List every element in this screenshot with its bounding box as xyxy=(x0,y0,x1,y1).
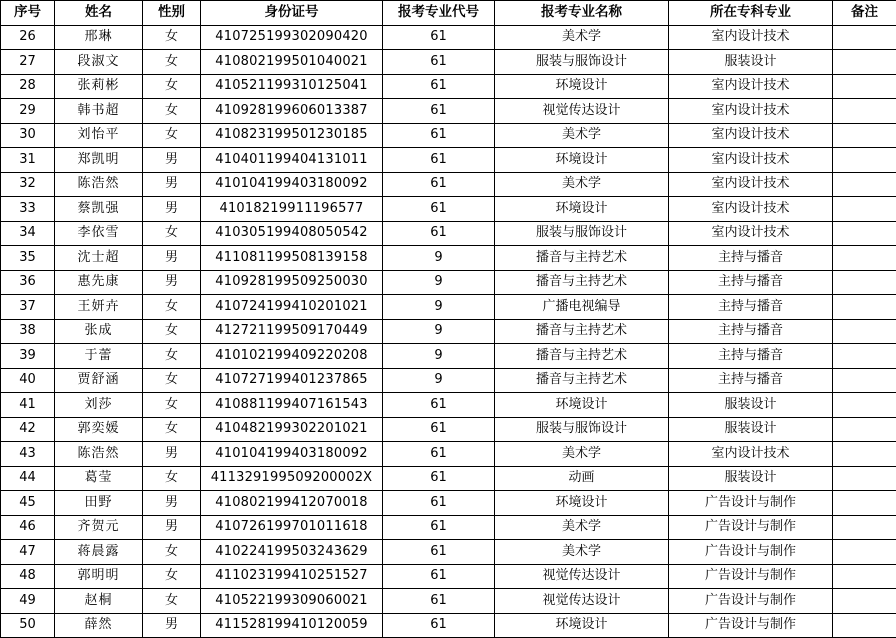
table-row xyxy=(1,148,896,173)
cell-source-major: 室内设计技术 xyxy=(669,148,833,173)
cell-seq: 26 xyxy=(1,25,55,50)
cell-source-major: 主持与播音 xyxy=(669,270,833,295)
cell-note xyxy=(833,270,896,295)
cell-id-number: 410482199302201021 xyxy=(201,417,383,442)
cell-name: 刘莎 xyxy=(55,393,143,418)
cell-source-major: 服装设计 xyxy=(669,466,833,491)
cell-major-code: 61 xyxy=(383,99,495,124)
cell-sex: 女 xyxy=(143,295,201,320)
cell-sex: 男 xyxy=(143,491,201,516)
cell-note xyxy=(833,613,896,638)
cell-seq: 37 xyxy=(1,295,55,320)
cell-sex: 女 xyxy=(143,393,201,418)
cell-note xyxy=(833,123,896,148)
cell-seq: 43 xyxy=(1,442,55,467)
cell-id-number: 411081199508139158 xyxy=(201,246,383,271)
table-header-row xyxy=(1,1,896,26)
cell-name: 蒋晨露 xyxy=(55,540,143,565)
cell-major-code: 61 xyxy=(383,123,495,148)
cell-seq: 28 xyxy=(1,74,55,99)
cell-major-name: 服装与服饰设计 xyxy=(495,221,669,246)
table-row xyxy=(1,466,896,491)
cell-sex: 女 xyxy=(143,319,201,344)
cell-major-name: 视觉传达设计 xyxy=(495,564,669,589)
cell-sex: 女 xyxy=(143,123,201,148)
cell-seq: 29 xyxy=(1,99,55,124)
cell-sex: 女 xyxy=(143,74,201,99)
cell-name: 赵桐 xyxy=(55,589,143,614)
cell-major-code: 61 xyxy=(383,25,495,50)
cell-name: 于蕾 xyxy=(55,344,143,369)
cell-major-name: 环境设计 xyxy=(495,197,669,222)
table-row xyxy=(1,197,896,222)
cell-source-major: 主持与播音 xyxy=(669,246,833,271)
cell-id-number: 410104199403180092 xyxy=(201,442,383,467)
table-row xyxy=(1,319,896,344)
cell-source-major: 室内设计技术 xyxy=(669,221,833,246)
cell-seq: 31 xyxy=(1,148,55,173)
column-header-name: 姓名 xyxy=(55,1,143,26)
cell-sex: 女 xyxy=(143,221,201,246)
cell-seq: 42 xyxy=(1,417,55,442)
cell-seq: 30 xyxy=(1,123,55,148)
cell-major-code: 9 xyxy=(383,270,495,295)
cell-seq: 36 xyxy=(1,270,55,295)
table-row xyxy=(1,442,896,467)
column-header-major-name: 报考专业名称 xyxy=(495,1,669,26)
cell-major-code: 61 xyxy=(383,50,495,75)
cell-source-major: 广告设计与制作 xyxy=(669,589,833,614)
cell-sex: 女 xyxy=(143,25,201,50)
cell-major-code: 61 xyxy=(383,491,495,516)
cell-id-number: 411023199410251527 xyxy=(201,564,383,589)
cell-major-code: 9 xyxy=(383,368,495,393)
cell-source-major: 广告设计与制作 xyxy=(669,564,833,589)
table-body xyxy=(1,25,896,638)
cell-note xyxy=(833,344,896,369)
cell-id-number: 410928199509250030 xyxy=(201,270,383,295)
cell-note xyxy=(833,295,896,320)
cell-source-major: 室内设计技术 xyxy=(669,442,833,467)
cell-note xyxy=(833,197,896,222)
cell-name: 田野 xyxy=(55,491,143,516)
column-header-sex: 性别 xyxy=(143,1,201,26)
cell-major-code: 61 xyxy=(383,197,495,222)
cell-major-name: 美术学 xyxy=(495,25,669,50)
cell-name: 贾舒涵 xyxy=(55,368,143,393)
cell-major-name: 美术学 xyxy=(495,515,669,540)
cell-seq: 34 xyxy=(1,221,55,246)
table-row xyxy=(1,417,896,442)
cell-seq: 50 xyxy=(1,613,55,638)
cell-major-name: 视觉传达设计 xyxy=(495,589,669,614)
cell-seq: 41 xyxy=(1,393,55,418)
cell-major-name: 服装与服饰设计 xyxy=(495,417,669,442)
table-row xyxy=(1,540,896,565)
cell-major-code: 61 xyxy=(383,393,495,418)
cell-major-code: 61 xyxy=(383,515,495,540)
cell-seq: 27 xyxy=(1,50,55,75)
cell-seq: 33 xyxy=(1,197,55,222)
cell-source-major: 室内设计技术 xyxy=(669,25,833,50)
cell-name: 郭奕媛 xyxy=(55,417,143,442)
cell-major-name: 服装与服饰设计 xyxy=(495,50,669,75)
cell-major-code: 61 xyxy=(383,148,495,173)
cell-id-number: 410224199503243629 xyxy=(201,540,383,565)
cell-source-major: 室内设计技术 xyxy=(669,172,833,197)
table-row xyxy=(1,368,896,393)
cell-major-name: 美术学 xyxy=(495,442,669,467)
cell-name: 邢琳 xyxy=(55,25,143,50)
cell-name: 陈浩然 xyxy=(55,172,143,197)
cell-id-number: 410724199410201021 xyxy=(201,295,383,320)
cell-name: 葛莹 xyxy=(55,466,143,491)
cell-sex: 女 xyxy=(143,466,201,491)
cell-note xyxy=(833,540,896,565)
cell-id-number: 410928199606013387 xyxy=(201,99,383,124)
cell-name: 陈浩然 xyxy=(55,442,143,467)
table-row xyxy=(1,74,896,99)
cell-note xyxy=(833,564,896,589)
table-row xyxy=(1,270,896,295)
cell-note xyxy=(833,25,896,50)
cell-name: 李依雪 xyxy=(55,221,143,246)
cell-seq: 49 xyxy=(1,589,55,614)
cell-major-code: 61 xyxy=(383,221,495,246)
cell-id-number: 410305199408050542 xyxy=(201,221,383,246)
cell-note xyxy=(833,319,896,344)
cell-seq: 45 xyxy=(1,491,55,516)
cell-note xyxy=(833,246,896,271)
cell-note xyxy=(833,491,896,516)
cell-major-name: 广播电视编导 xyxy=(495,295,669,320)
cell-id-number: 410802199501040021 xyxy=(201,50,383,75)
cell-note xyxy=(833,589,896,614)
cell-source-major: 服装设计 xyxy=(669,50,833,75)
cell-sex: 女 xyxy=(143,50,201,75)
cell-sex: 女 xyxy=(143,417,201,442)
cell-id-number: 411329199509200002X xyxy=(201,466,383,491)
table-row xyxy=(1,589,896,614)
cell-name: 沈士超 xyxy=(55,246,143,271)
cell-note xyxy=(833,466,896,491)
column-header-seq: 序号 xyxy=(1,1,55,26)
cell-note xyxy=(833,74,896,99)
cell-name: 刘怡平 xyxy=(55,123,143,148)
cell-sex: 女 xyxy=(143,368,201,393)
cell-id-number: 410522199309060021 xyxy=(201,589,383,614)
cell-name: 张成 xyxy=(55,319,143,344)
cell-major-name: 美术学 xyxy=(495,123,669,148)
cell-name: 齐贺元 xyxy=(55,515,143,540)
cell-name: 韩书超 xyxy=(55,99,143,124)
cell-source-major: 广告设计与制作 xyxy=(669,491,833,516)
cell-source-major: 室内设计技术 xyxy=(669,74,833,99)
cell-major-name: 环境设计 xyxy=(495,491,669,516)
cell-sex: 男 xyxy=(143,246,201,271)
cell-source-major: 主持与播音 xyxy=(669,295,833,320)
cell-source-major: 广告设计与制作 xyxy=(669,540,833,565)
table-row xyxy=(1,172,896,197)
cell-seq: 47 xyxy=(1,540,55,565)
cell-name: 郭明明 xyxy=(55,564,143,589)
cell-major-code: 61 xyxy=(383,172,495,197)
cell-major-code: 9 xyxy=(383,319,495,344)
cell-major-code: 9 xyxy=(383,295,495,320)
column-header-source-major: 所在专科专业 xyxy=(669,1,833,26)
cell-major-name: 环境设计 xyxy=(495,74,669,99)
cell-major-name: 视觉传达设计 xyxy=(495,99,669,124)
cell-note xyxy=(833,50,896,75)
cell-major-name: 动画 xyxy=(495,466,669,491)
cell-id-number: 41018219911196577 xyxy=(201,197,383,222)
cell-source-major: 主持与播音 xyxy=(669,344,833,369)
cell-seq: 46 xyxy=(1,515,55,540)
cell-note xyxy=(833,221,896,246)
column-header-id-number: 身份证号 xyxy=(201,1,383,26)
cell-major-code: 61 xyxy=(383,417,495,442)
cell-sex: 男 xyxy=(143,172,201,197)
cell-major-name: 环境设计 xyxy=(495,148,669,173)
cell-sex: 女 xyxy=(143,99,201,124)
cell-major-name: 环境设计 xyxy=(495,613,669,638)
table-row xyxy=(1,613,896,638)
column-header-note: 备注 xyxy=(833,1,896,26)
table-row xyxy=(1,564,896,589)
cell-name: 张莉彬 xyxy=(55,74,143,99)
cell-id-number: 410802199412070018 xyxy=(201,491,383,516)
cell-source-major: 广告设计与制作 xyxy=(669,613,833,638)
cell-seq: 35 xyxy=(1,246,55,271)
cell-major-code: 61 xyxy=(383,589,495,614)
cell-note xyxy=(833,99,896,124)
cell-note xyxy=(833,393,896,418)
cell-sex: 女 xyxy=(143,540,201,565)
table-row xyxy=(1,515,896,540)
cell-source-major: 广告设计与制作 xyxy=(669,515,833,540)
table-row xyxy=(1,393,896,418)
table-row xyxy=(1,221,896,246)
table-row xyxy=(1,344,896,369)
cell-source-major: 室内设计技术 xyxy=(669,99,833,124)
cell-sex: 男 xyxy=(143,148,201,173)
cell-seq: 40 xyxy=(1,368,55,393)
cell-seq: 39 xyxy=(1,344,55,369)
cell-id-number: 412721199509170449 xyxy=(201,319,383,344)
cell-major-code: 9 xyxy=(383,246,495,271)
cell-id-number: 410725199302090420 xyxy=(201,25,383,50)
cell-sex: 男 xyxy=(143,442,201,467)
cell-name: 段淑文 xyxy=(55,50,143,75)
cell-sex: 男 xyxy=(143,515,201,540)
cell-id-number: 410726199701011618 xyxy=(201,515,383,540)
cell-major-name: 美术学 xyxy=(495,540,669,565)
cell-seq: 38 xyxy=(1,319,55,344)
cell-major-name: 播音与主持艺术 xyxy=(495,368,669,393)
cell-id-number: 410104199403180092 xyxy=(201,172,383,197)
cell-note xyxy=(833,417,896,442)
cell-major-code: 61 xyxy=(383,613,495,638)
cell-major-name: 播音与主持艺术 xyxy=(495,270,669,295)
table-row xyxy=(1,246,896,271)
cell-id-number: 410823199501230185 xyxy=(201,123,383,148)
cell-sex: 男 xyxy=(143,270,201,295)
cell-note xyxy=(833,172,896,197)
cell-major-name: 美术学 xyxy=(495,172,669,197)
cell-sex: 男 xyxy=(143,613,201,638)
cell-name: 薛然 xyxy=(55,613,143,638)
cell-seq: 32 xyxy=(1,172,55,197)
table-row xyxy=(1,50,896,75)
cell-note xyxy=(833,368,896,393)
cell-name: 王妍卉 xyxy=(55,295,143,320)
table-row xyxy=(1,491,896,516)
cell-major-name: 播音与主持艺术 xyxy=(495,344,669,369)
cell-id-number: 410401199404131011 xyxy=(201,148,383,173)
cell-name: 郑凯明 xyxy=(55,148,143,173)
cell-sex: 女 xyxy=(143,589,201,614)
cell-major-code: 61 xyxy=(383,466,495,491)
cell-id-number: 410521199310125041 xyxy=(201,74,383,99)
cell-sex: 女 xyxy=(143,564,201,589)
cell-source-major: 室内设计技术 xyxy=(669,123,833,148)
column-header-major-code: 报考专业代号 xyxy=(383,1,495,26)
cell-id-number: 410881199407161543 xyxy=(201,393,383,418)
cell-major-code: 61 xyxy=(383,74,495,99)
cell-note xyxy=(833,515,896,540)
cell-id-number: 410727199401237865 xyxy=(201,368,383,393)
cell-note xyxy=(833,442,896,467)
cell-source-major: 主持与播音 xyxy=(669,319,833,344)
cell-sex: 男 xyxy=(143,197,201,222)
cell-major-name: 播音与主持艺术 xyxy=(495,246,669,271)
cell-sex: 女 xyxy=(143,344,201,369)
cell-major-code: 61 xyxy=(383,564,495,589)
cell-source-major: 室内设计技术 xyxy=(669,197,833,222)
table-row xyxy=(1,123,896,148)
cell-name: 蔡凯强 xyxy=(55,197,143,222)
cell-major-code: 61 xyxy=(383,540,495,565)
table-row xyxy=(1,25,896,50)
cell-id-number: 410102199409220208 xyxy=(201,344,383,369)
cell-major-name: 播音与主持艺术 xyxy=(495,319,669,344)
cell-major-code: 9 xyxy=(383,344,495,369)
cell-note xyxy=(833,148,896,173)
cell-seq: 48 xyxy=(1,564,55,589)
cell-major-name: 环境设计 xyxy=(495,393,669,418)
cell-source-major: 服装设计 xyxy=(669,417,833,442)
cell-name: 惠先康 xyxy=(55,270,143,295)
table-row xyxy=(1,99,896,124)
table-row xyxy=(1,295,896,320)
cell-id-number: 411528199410120059 xyxy=(201,613,383,638)
cell-major-code: 61 xyxy=(383,442,495,467)
cell-seq: 44 xyxy=(1,466,55,491)
cell-source-major: 主持与播音 xyxy=(669,368,833,393)
cell-source-major: 服装设计 xyxy=(669,393,833,418)
